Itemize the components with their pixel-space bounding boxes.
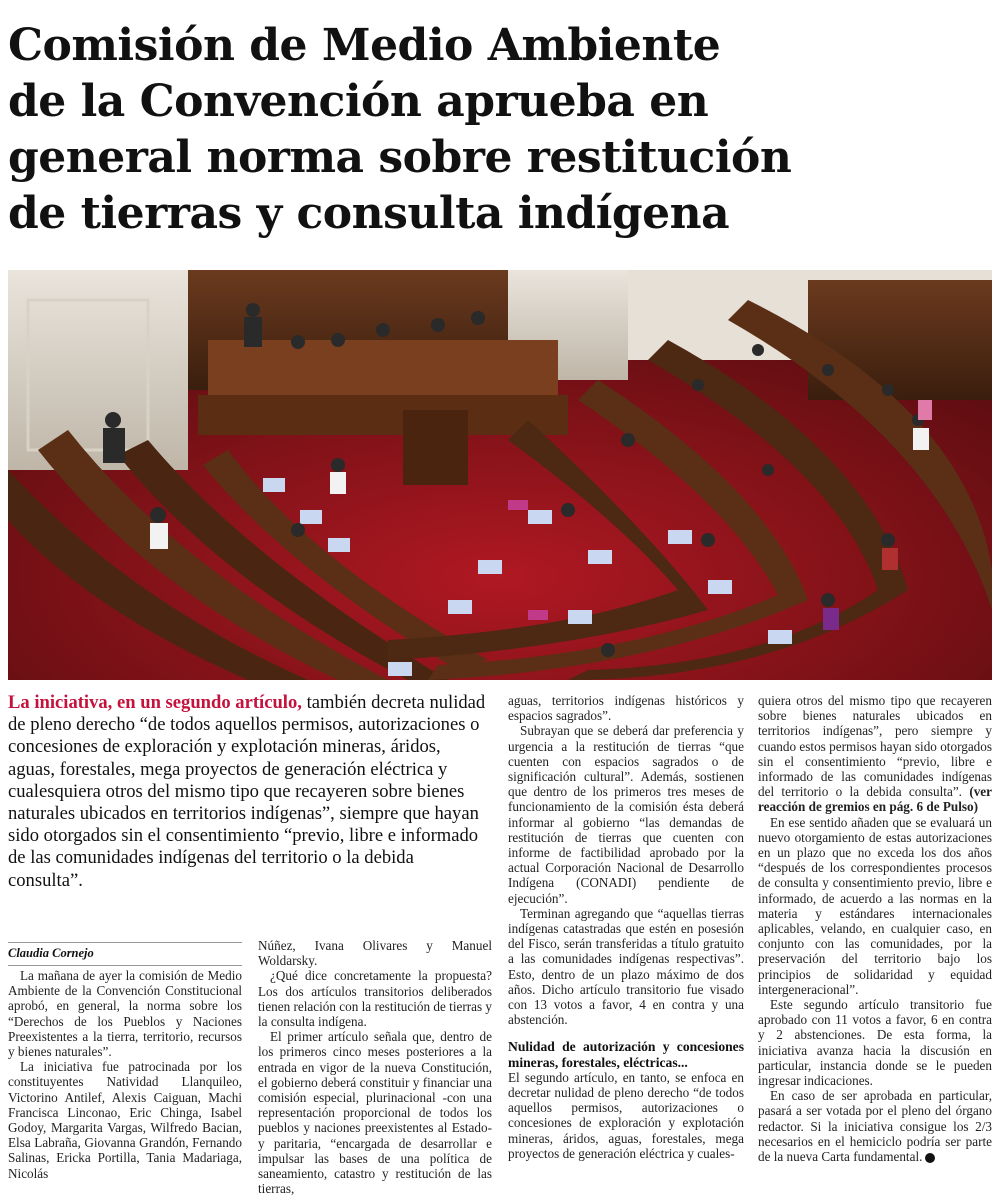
body-paragraph: aguas, territorios indígenas históricos y espacios sagrados”. [508,693,744,724]
body-paragraph: El segundo artículo, en tanto, se enfoca en decretar nulidad de pleno derecho “de todos aquellos permisos, autorizaciones o concesiones de exploración y explotación mineras, áridos, aguas, forestales, mega proyectos de generación eléctrica y cuales- [508,1069,744,1161]
body-paragraph: El primer artículo señala que, dentro de los primeros cinco meses posteriores a la entrada en vigor de la nueva Constitución, el gobierno deberá constituir y financiar una comisión especial, plurinacional -con una representación proporcional de todos los pueblos y naciones preexistentes al Estado- y paritaria, “encargada de desarrollar e impulsar las bases de una política de saneamiento, catastro y restitución de las tierras, [258,1029,492,1197]
column-2 [258,938,492,1196]
body-paragraph: Terminan agregando que “aquellas tierras indígenas catastradas que estén en posesión del Fisco, serán transferidas a título gratuito a las comunidades indígenas respectivas”. Esto, dentro de un plazo máximo de dos años. Dicho artículo transitorio fue visado con 13 votos a favor, 4 en contra y una abstención. [508,905,744,1028]
body-text: En caso de ser aprobada en particular, pasará a ser votada por el pleno del órgano redactor. Si la iniciativa consigue los 2/3 necesarios en el hemiciclo podría ser parte de la nueva Carta fundamental. [758,1088,992,1165]
body-paragraph: En ese sentido añaden que se evaluará un nuevo otorgamiento de estas autorizaciones en un plazo que no exceda los dos años “después de los correspondientes procesos de consulta y consentimiento previo, libre e informado, de acuerdo a las normas en la materia y estándares internacionales aplicables, velando, en cualquier caso, en conjunto con las comunidades, por la preservación del territorio bajo los principios de solidaridad y equidad intergeneracional”. [758,814,992,997]
headline-line: general norma sobre restitución [8,132,792,183]
body-paragraph [758,1088,992,1164]
body-paragraph: ¿Qué dice concretamente la propuesta? Los dos artículos transitorios deliberados tienen relación con la restitución de tierras y la consulta indígena. [258,968,492,1030]
end-mark-icon [925,1153,935,1163]
body-paragraph: La iniciativa fue patrocinada por los constituyentes Natividad Llanquileo, Victorino Antilef, Alexis Caiguan, Machi Francisca Linconao, Eric Chinga, Isabel Godoy, Margarita Vargas, Wilfredo Bacian, Elsa Labraña, Giovanna Grandón, Fernando Salinas, Ericka Portilla, Tania Madariaga, Nicolás [8,1059,242,1181]
body-paragraph [758,693,992,815]
column-1 [8,968,242,1181]
chamber-photo-image [8,270,992,680]
body-text: quiera otros del mismo tipo que recayeren sobre bienes naturales ubicados en territorios indígenas”, pero siempre y cuando estos permisos hayan sido otorgados sin el consentimiento “previo, libre e informado de las comunidades indígenas del territorio o la debida consulta”. [758,693,992,800]
body-paragraph: Subrayan que se deberá dar preferencia y urgencia a la restitución de tierras “que cuenten con espacios sagrados o de significación cultural”. Además, sostienen que dentro de los primeros tres meses de funcionamiento de la comisión ésta deberá informar al gobierno “las demandas de restitución de tierras que cuenten con informe de factibilidad aprobado por la actual Corporación Nacional de Desarrollo Indígena (CONADI) pendiente de ejecución”. [508,723,744,906]
chamber-photo [8,270,992,680]
body-paragraph: Este segundo artículo transitorio fue aprobado con 11 votos a favor, 6 en contra y 2 abstenciones. De esta forma, la iniciativa avanza hacia la discusión en particular, instancia donde se le pueden ingresar indicaciones. [758,997,992,1089]
column-3 [508,693,744,1161]
lead-text: también decreta nulidad de pleno derecho “de todos aquellos permisos, autorizaciones o concesiones de exploración y explotación mineras, áridos, aguas, forestales, mega proyectos de generación eléctrica y cualesquiera otros del mismo tipo que recayeren sobre bienes naturales ubicados en territorios indígenas”, siempre que hayan sido otorgados sin el consentimiento “previo, libre e informado de las comunidades indígenas del territorio o la debida consulta”. [8,692,486,891]
lead-paragraph [8,692,490,892]
headline [8,18,988,242]
body-paragraph: Núñez, Ivana Olivares y Manuel Woldarsky. [258,938,492,969]
lead-kicker: La iniciativa, en un segundo artículo, [8,692,302,713]
byline: Claudia Cornejo [8,942,242,966]
column-4 [758,693,992,1164]
headline-line: Comisión de Medio Ambiente [8,20,721,71]
cross-reference: (ver reacción de gremios en pág. 6 de Pulso) [758,784,993,815]
subheading: Nulidad de autorización y concesiones mineras, forestales, eléctricas... [508,1039,744,1070]
body-paragraph: La mañana de ayer la comisión de Medio Ambiente de la Convención Constitucional aprobó, en general, la norma sobre los “Derechos de los Pueblos y Naciones Preexistentes a la tierra, territorio, recursos y bienes naturales”. [8,968,242,1060]
headline-line: de tierras y consulta indígena [8,188,730,239]
headline-line: de la Convención aprueba en [8,76,709,127]
